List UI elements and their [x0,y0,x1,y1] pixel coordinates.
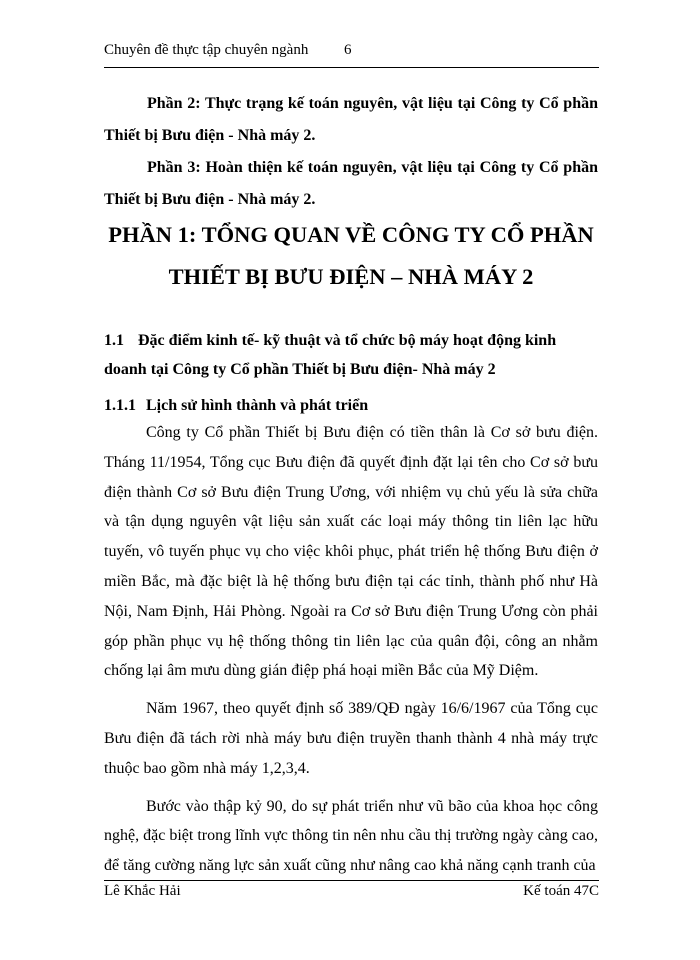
header-title: Chuyên đề thực tập chuyên ngành [104,42,309,58]
paragraph: Năm 1967, theo quyết định số 389/QĐ ngày 16/6/1967 của Tổng cục Bưu điện đã tách rời nhà máy bưu điện truyền thanh thành 4 nhà máy trực thuộc bao gồm nhà máy 1,2,3,4. [104,700,598,777]
section-title-line-1: Đặc điểm kinh tế- kỹ thuật và tổ chức bộ máy hoạt động kinh [138,332,557,349]
paragraph: Công ty Cổ phần Thiết bị Bưu điện có tiền thân là Cơ sở bưu điện. Tháng 11/1954, Tổng cục Bưu điện đã quyết định đặt lại tên cho Cơ sở bưu điện thành Cơ sở Bưu điện Trung Ương, với nhiệm vụ chủ yếu là sửa chữa và tận dụng nguyên vật liệu sản xuất các loại máy thông tin liên lạc hữu tuyến, vô tuyến phục vụ cho việc khôi phục, phát triển hệ thống Bưu điện ở miền Bắc, mà đặc biệt là hệ thống bưu điện tại các tỉnh, thành phố như Hà Nội, Nam Định, Hải Phòng. Ngoài ra Cơ sở Bưu điện Trung Ương còn phải góp phần phục vụ hệ thống thông tin liên lạc của quân đội, công an nhằm chống lại âm mưu dùng gián điệp phá hoại miền Bắc của Mỹ Diệm. [104,424,598,680]
section-heading-1-1 [104,326,598,384]
page-header [104,42,604,59]
intro-parts [104,88,598,216]
page-footer [104,883,599,900]
subsection-number: 1.1.1 [104,397,136,414]
body-text [104,418,598,889]
intro-part-2: Phần 2: Thực trạng kế toán nguyên, vật liệu tại Công ty Cổ phần Thiết bị Bưu điện - Nhà máy 2. [104,95,598,144]
header-divider [104,67,599,68]
subsection-title: Lịch sử hình thành và phát triển [146,397,369,414]
paragraph: Bước vào thập kỷ 90, do sự phát triển như vũ bão của khoa học công nghệ, đặc biệt trong lĩnh vực thông tin nên nhu cầu thị trường ngày càng cao, để tăng cường năng lực sản xuất cũng như nâng cao khả năng cạnh tranh của [104,797,598,875]
section-heading-1-1-1 [104,391,598,420]
footer-class: Kế toán 47C [523,883,599,899]
chapter-title [104,214,598,298]
footer-author: Lê Khắc Hải [104,883,181,899]
footer-divider [104,880,599,881]
page-number: 6 [344,42,352,58]
chapter-title-line-1: PHẦN 1: TỔNG QUAN VỀ CÔNG TY CỔ PHẦN [108,222,594,247]
intro-part-3: Phần 3: Hoàn thiện kế toán nguyên, vật liệu tại Công ty Cổ phần Thiết bị Bưu điện - Nhà máy 2. [104,159,598,208]
section-number: 1.1 [104,332,124,349]
section-title-line-2: doanh tại Công ty Cổ phần Thiết bị Bưu điện- Nhà máy 2 [104,361,496,378]
chapter-title-line-2: THIẾT BỊ BƯU ĐIỆN – NHÀ MÁY 2 [168,264,534,289]
